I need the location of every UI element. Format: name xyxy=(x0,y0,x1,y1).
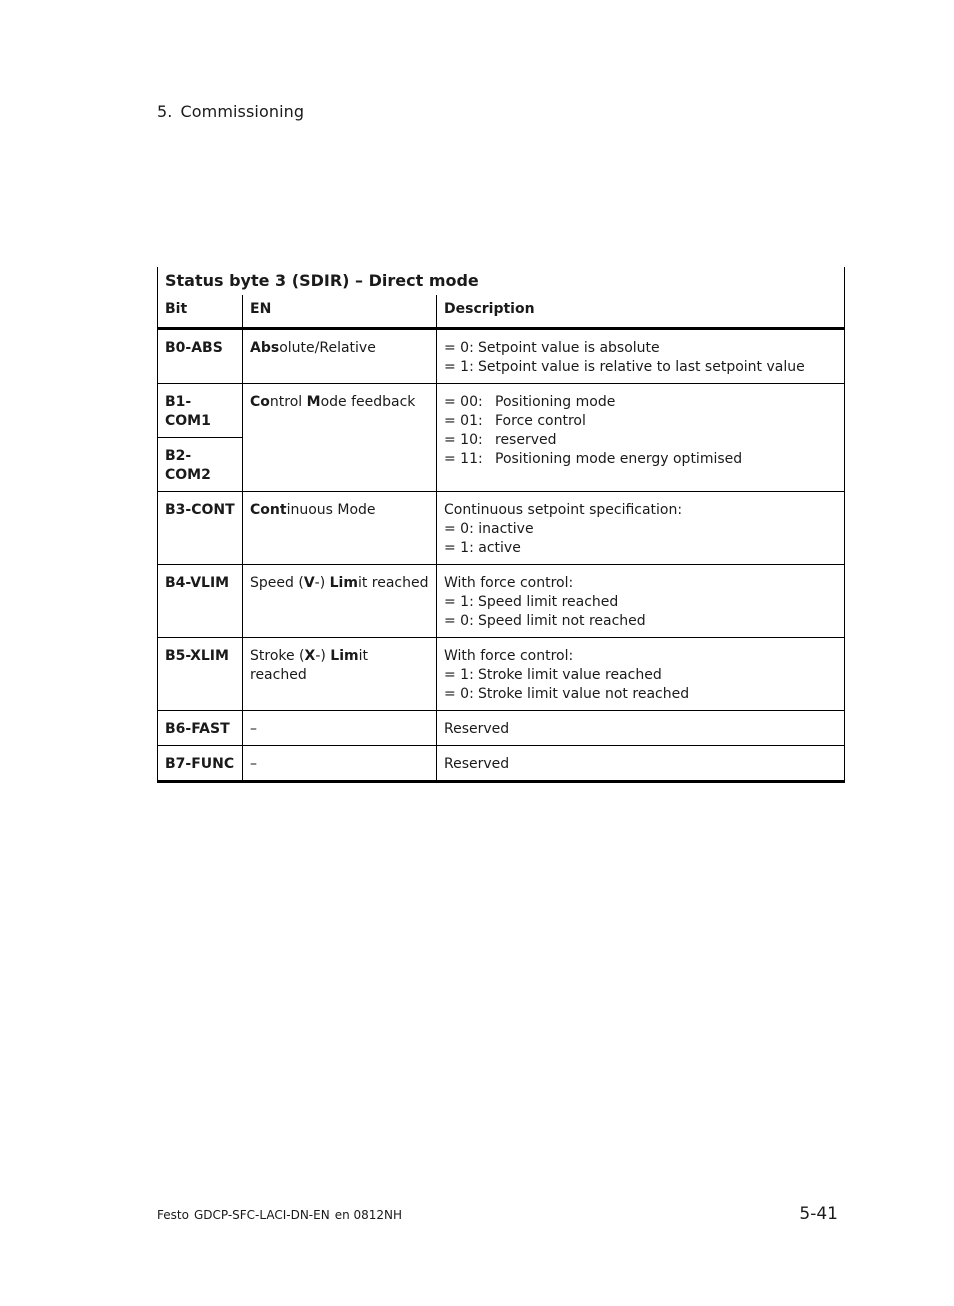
bit-cell: B3-CONT xyxy=(158,492,243,565)
value-text: Speed limit reached xyxy=(478,594,619,610)
description-line xyxy=(444,593,837,612)
value-code: = 1: xyxy=(444,594,474,610)
description-line xyxy=(444,412,837,431)
description-cell xyxy=(437,329,845,384)
en-segment: -) xyxy=(314,575,330,591)
en-segment: X xyxy=(304,648,316,664)
value-code: = 00: xyxy=(444,394,483,410)
column-header-en: EN xyxy=(243,295,437,329)
table-row xyxy=(158,565,845,638)
en-cell: – xyxy=(243,746,437,782)
value-text: Stroke limit value not reached xyxy=(478,686,690,702)
en-cell: – xyxy=(243,711,437,746)
table-row xyxy=(158,329,845,384)
column-header-bit: Bit xyxy=(158,295,243,329)
value-text: Setpoint value is absolute xyxy=(478,340,660,356)
section-number: 5. xyxy=(157,102,173,121)
table-row xyxy=(158,638,845,711)
description-cell xyxy=(437,384,845,492)
description-cell xyxy=(437,638,845,711)
footer-revision: en 0812NH xyxy=(334,1208,403,1222)
en-segment: Lim xyxy=(330,648,359,664)
table-row xyxy=(158,711,845,746)
value-code: = 10: xyxy=(444,432,483,448)
description-line xyxy=(444,612,837,631)
en-segment: V xyxy=(303,575,315,591)
en-segment: Cont xyxy=(250,502,287,518)
en-segment: Stroke ( xyxy=(250,648,305,664)
value-text: Setpoint value is relative to last setpoint value xyxy=(478,359,805,375)
value-code: = 0: xyxy=(444,686,474,702)
value-code: = 1: xyxy=(444,667,474,683)
value-text: Stroke limit value reached xyxy=(478,667,662,683)
footer-company: Festo xyxy=(157,1208,189,1222)
section-heading xyxy=(157,102,304,121)
en-cell xyxy=(243,565,437,638)
description-cell xyxy=(437,492,845,565)
value-text: Positioning mode energy optimised xyxy=(495,451,743,467)
en-segment: inuous Mode xyxy=(286,502,376,518)
description-line xyxy=(444,666,837,685)
description-cell: Reserved xyxy=(437,711,845,746)
table-title: Status byte 3 (SDIR) – Direct mode xyxy=(158,267,845,295)
en-segment: olute/Relative xyxy=(279,340,376,356)
description-line xyxy=(444,685,837,704)
page-number: 5-41 xyxy=(799,1204,838,1224)
footer-document-info xyxy=(157,1208,407,1222)
en-segment: Lim xyxy=(329,575,358,591)
en-cell xyxy=(243,384,437,492)
description-line: With force control: xyxy=(444,648,574,664)
bit-cell: B4-VLIM xyxy=(158,565,243,638)
en-segment: Co xyxy=(250,394,270,410)
value-code: = 0: xyxy=(444,340,474,356)
table-row xyxy=(158,492,845,565)
description-line xyxy=(444,431,837,450)
value-text: Speed limit not reached xyxy=(478,613,646,629)
en-cell xyxy=(243,638,437,711)
description-line: With force control: xyxy=(444,575,574,591)
status-byte-table xyxy=(157,267,845,783)
section-title: Commissioning xyxy=(180,102,305,121)
description-line xyxy=(444,339,837,358)
column-header-description: Description xyxy=(437,295,845,329)
bit-cell: B7-FUNC xyxy=(158,746,243,782)
en-cell xyxy=(243,492,437,565)
en-segment: it reached xyxy=(357,575,429,591)
table-row xyxy=(158,746,845,782)
en-segment: M xyxy=(306,394,321,410)
value-code: = 01: xyxy=(444,413,483,429)
value-code: = 1: xyxy=(444,359,474,375)
value-text: Force control xyxy=(495,413,586,429)
footer-doc-id: GDCP-SFC-LACI-DN-EN xyxy=(193,1208,330,1222)
value-code: = 0: xyxy=(444,613,474,629)
bit-cell: B0-ABS xyxy=(158,329,243,384)
table-body xyxy=(158,329,845,782)
en-segment: ode feedback xyxy=(320,394,416,410)
bit-cell: B5-XLIM xyxy=(158,638,243,711)
bit-cell: B6-FAST xyxy=(158,711,243,746)
description-line xyxy=(444,450,837,469)
value-text: Positioning mode xyxy=(495,394,616,410)
description-line: Continuous setpoint specification: xyxy=(444,502,683,518)
value-text: reserved xyxy=(495,432,557,448)
en-segment: ntrol xyxy=(269,394,307,410)
description-line xyxy=(444,358,837,377)
en-cell xyxy=(243,329,437,384)
bit-cell: B1-COM1 xyxy=(158,384,243,438)
description-line xyxy=(444,393,837,412)
bit-cell: B2-COM2 xyxy=(158,438,243,492)
table-row xyxy=(158,384,845,438)
en-segment: it reached xyxy=(250,648,368,683)
description-cell xyxy=(437,565,845,638)
value-code: = 11: xyxy=(444,451,483,467)
description-line: = 0: inactive xyxy=(444,521,534,537)
description-cell: Reserved xyxy=(437,746,845,782)
en-segment: -) xyxy=(315,648,331,664)
description-line: = 1: active xyxy=(444,540,521,556)
en-segment: Abs xyxy=(250,340,280,356)
en-segment: Speed ( xyxy=(250,575,304,591)
